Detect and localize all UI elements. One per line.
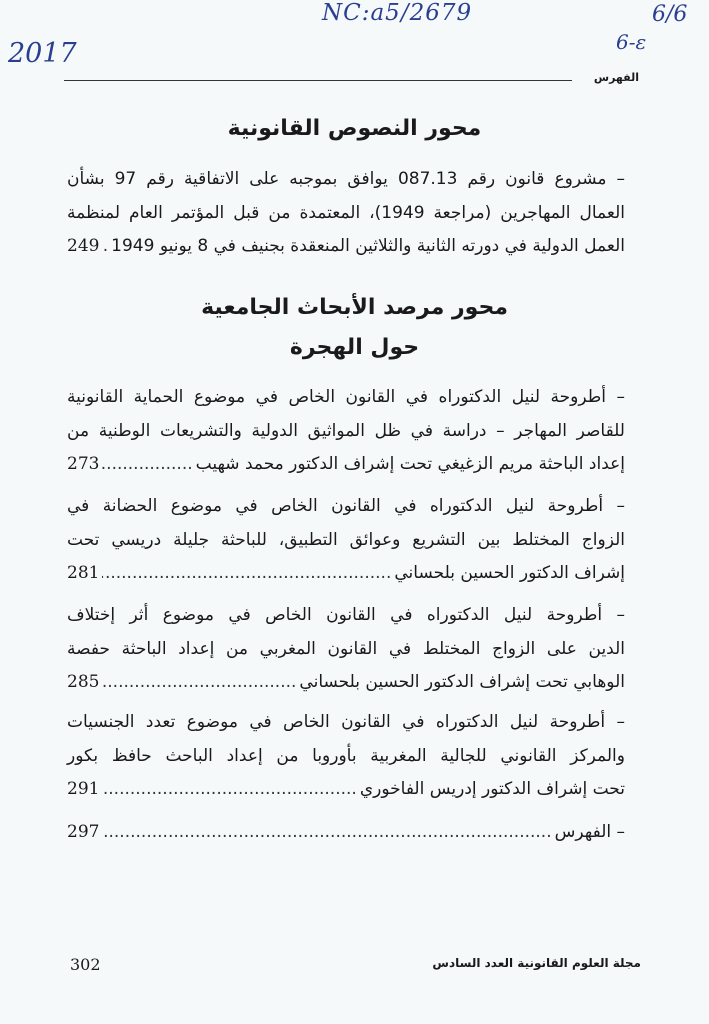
toc-entry[interactable] (67, 816, 625, 850)
toc-entry[interactable] (67, 706, 625, 807)
page-number: 297 (67, 822, 100, 842)
dot-leader (102, 666, 296, 700)
section-heading: حول الهجرة (289, 335, 420, 360)
toc-entry[interactable] (67, 490, 625, 591)
dot-leader (102, 773, 356, 807)
entry-last-line (67, 666, 625, 700)
running-header: الفهرس (593, 71, 639, 84)
page-number: 291 (67, 779, 100, 799)
entry-line: – أطروحة لنيل الدكتوراه في القانون الخاص في موضوع الحماية القانونية (67, 387, 625, 407)
footer-page-number: 302 (70, 955, 101, 974)
entry-line: الدين على الزواج المختلط في القانون المغربي من إعداد الباحثة حفصة (67, 638, 625, 659)
header-rule (64, 80, 572, 81)
toc-entry[interactable] (67, 381, 625, 482)
entry-last-line (67, 448, 625, 482)
entry-line: – مشروع قانون رقم 087.13 يوافق بموجبه على الاتفاقية رقم 97 بشأن (67, 169, 625, 189)
entry-line: إعداد الباحثة مريم الزغيغي تحت إشراف الدكتور محمد شهيب (195, 454, 625, 474)
entry-line: – أطروحة لنيل الدكتوراه في القانون الخاص في موضوع تعدد الجنسيات (67, 712, 625, 732)
section-heading: محور النصوص القانونية (227, 116, 482, 141)
entry-line: والمركز القانوني للجالية المغربية بأوروبا من إعداد الباحث حافظ بكور (67, 745, 625, 766)
toc-entry[interactable] (67, 163, 625, 264)
journal-title: مجلة العلوم القانونية العدد السادس (432, 956, 641, 970)
entry-line: – أطروحة لنيل الدكتوراه في القانون الخاص في موضوع الحضانة في (67, 496, 625, 516)
page-number: 281 (67, 563, 100, 583)
page-number: 285 (67, 672, 100, 692)
toc-entry[interactable] (67, 599, 625, 700)
entry-line: العمل الدولية في دورته الثانية والثلاثين المنعقدة بجنيف في 8 يونيو 1949 (111, 236, 625, 256)
page-number: 249 (67, 236, 100, 256)
entry-line: تحت إشراف الدكتور إدريس الفاخوري (359, 779, 625, 799)
entry-last-line (67, 557, 625, 591)
entry-line: – الفهرس (554, 822, 625, 842)
dot-leader (102, 448, 192, 482)
dot-leader (102, 816, 551, 850)
dot-leader (102, 230, 108, 264)
dot-leader (102, 557, 391, 591)
entry-line: الزواج المختلط بين التشريع وعوائق التطبيق، للباحثة جليلة دريسي تحت (67, 529, 625, 550)
page-number: 273 (67, 454, 100, 474)
entry-last-line (67, 773, 625, 807)
entry-line: إشراف الدكتور الحسين بلحساني (394, 563, 625, 583)
entry-line: الوهابي تحت إشراف الدكتور الحسين بلحساني (299, 672, 625, 692)
handwritten-catalog-code: NC:a5/2679 (322, 0, 473, 26)
entry-last-line (67, 816, 625, 850)
entry-line: – أطروحة لنيل الدكتوراه في القانون الخاص في موضوع أثر إختلاف (67, 605, 625, 625)
handwritten-fraction: 6/6 (652, 2, 688, 27)
handwritten-year: 2017 (8, 38, 77, 69)
entry-line: العمال المهاجرين (مراجعة 1949)، المعتمدة من قبل المؤتمر العام لمنظمة (67, 202, 625, 223)
entry-last-line (67, 230, 625, 264)
entry-line: للقاصر المهاجر – دراسة في ظل المواثيق الدولية والتشريعات الوطنية من (67, 420, 625, 441)
handwritten-subcode: 6-ε (616, 30, 647, 54)
section-heading: محور مرصد الأبحاث الجامعية (201, 295, 508, 320)
